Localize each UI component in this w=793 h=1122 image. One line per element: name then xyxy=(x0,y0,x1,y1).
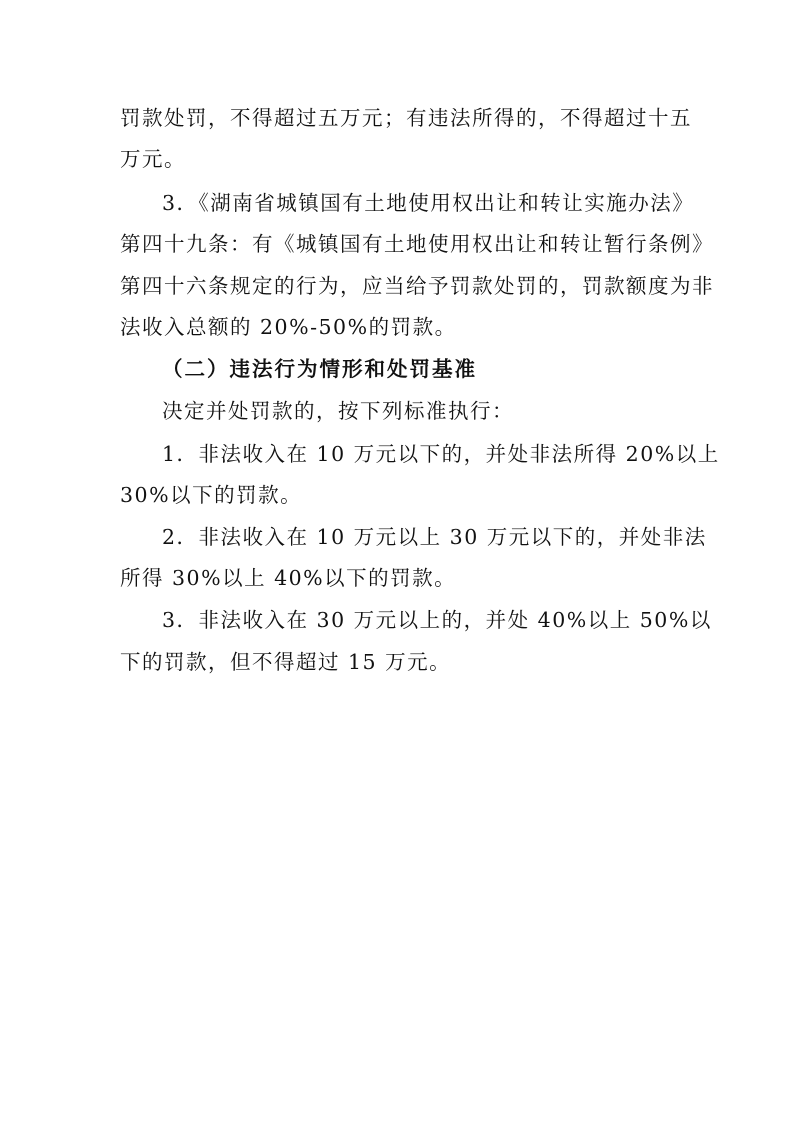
text-line: 3．《湖南省城镇国有土地使用权出让和转让实施办法》 xyxy=(162,191,695,215)
text-line: 1．非法收入在 10 万元以下的，并处非法所得 20%以上 xyxy=(162,442,720,466)
text-line: 法收入总额的 20%-50%的罚款。 xyxy=(120,315,457,339)
text-line: 万元。 xyxy=(120,147,186,171)
text-line: 决定并处罚款的，按下列标准执行： xyxy=(162,399,514,423)
text-line: 30%以下的罚款。 xyxy=(120,483,303,507)
section-heading: （二）违法行为情形和处罚基准 xyxy=(162,357,477,381)
text-line: 3．非法收入在 30 万元以上的，并处 40%以上 50%以 xyxy=(162,608,712,632)
text-line: 第四十六条规定的行为，应当给予罚款处罚的，罚款额度为非 xyxy=(120,274,714,298)
text-line: 下的罚款，但不得超过 15 万元。 xyxy=(120,650,452,674)
text-line: 罚款处罚，不得超过五万元；有违法所得的，不得超过十五 xyxy=(120,106,692,130)
text-line: 第四十九条：有《城镇国有土地使用权出让和转让暂行条例》 xyxy=(120,232,714,256)
text-line: 所得 30%以上 40%以下的罚款。 xyxy=(120,566,457,590)
text-line: 2．非法收入在 10 万元以上 30 万元以下的，并处非法 xyxy=(162,525,707,549)
